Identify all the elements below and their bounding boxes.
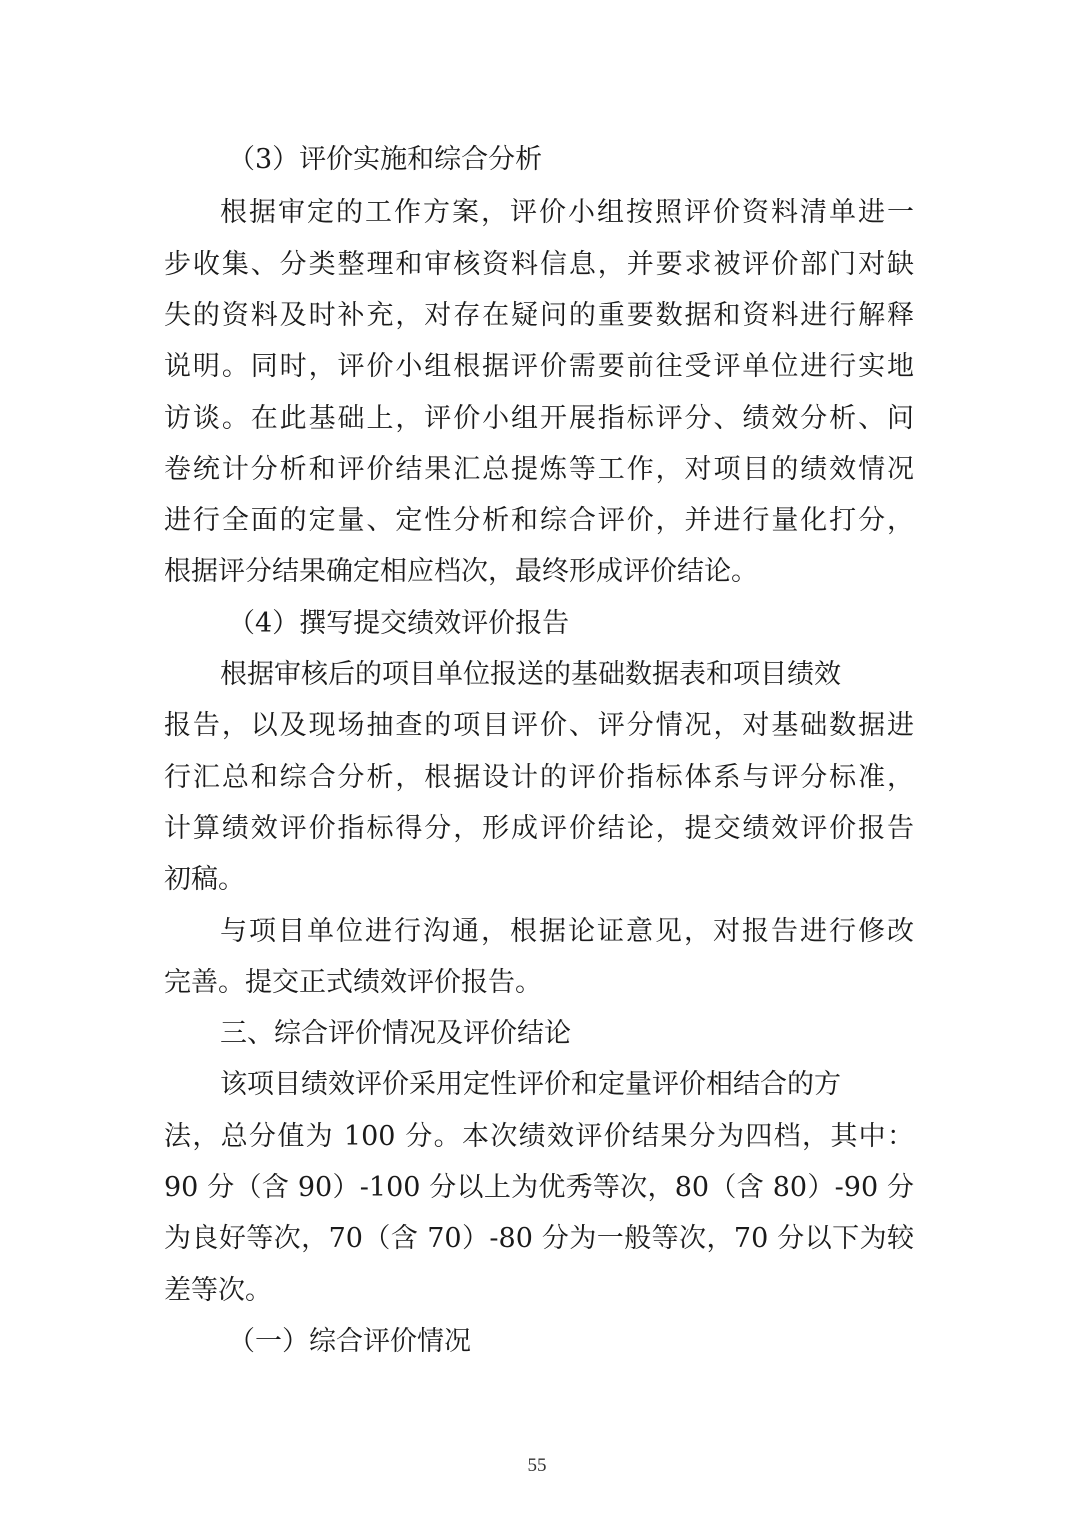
paragraph-line: 失的资料及时补充，对存在疑问的重要数据和资料进行解释 [164, 300, 914, 331]
paragraph-line: 卷统计分析和评价结果汇总提炼等工作，对项目的绩效情况 [164, 454, 914, 485]
heading-overall-evaluation: （一）综合评价情况 [228, 1326, 471, 1357]
paragraph-line: 为良好等次，70（含 70）-80 分为一般等次，70 分以下为较 [164, 1223, 914, 1254]
section-heading-conclusion: 三、综合评价情况及评价结论 [220, 1018, 571, 1049]
paragraph-line: 90 分（含 90）-100 分以上为优秀等次，80（含 80）-90 分 [164, 1172, 914, 1203]
paragraph-line: 该项目绩效评价采用定性评价和定量评价相结合的方 [220, 1069, 841, 1100]
paragraph-line: 与项目单位进行沟通，根据论证意见，对报告进行修改 [220, 916, 914, 947]
page-number: 55 [527, 1455, 547, 1476]
paragraph-line: 根据评分结果确定相应档次，最终形成评价结论。 [164, 556, 758, 587]
paragraph-line: 计算绩效评价指标得分，形成评价结论，提交绩效评价报告 [164, 813, 914, 844]
paragraph-line: 根据审定的工作方案，评价小组按照评价资料清单进一 [220, 197, 914, 228]
paragraph-line: 访谈。在此基础上，评价小组开展指标评分、绩效分析、问 [164, 403, 914, 434]
paragraph-line: 行汇总和综合分析，根据设计的评价指标体系与评分标准， [164, 762, 914, 793]
paragraph-line: 初稿。 [164, 864, 245, 895]
paragraph-line: 报告，以及现场抽查的项目评价、评分情况，对基础数据进 [164, 710, 914, 741]
heading-report-submission: （4）撰写提交绩效评价报告 [228, 608, 570, 639]
paragraph-line: 差等次。 [164, 1275, 272, 1306]
heading-evaluation-implementation: （3）评价实施和综合分析 [228, 144, 543, 175]
paragraph-line: 法，总分值为 100 分。本次绩效评价结果分为四档，其中： [164, 1121, 914, 1152]
paragraph-line: 根据审核后的项目单位报送的基础数据表和项目绩效 [220, 659, 841, 690]
paragraph-line: 说明。同时，评价小组根据评价需要前往受评单位进行实地 [164, 351, 914, 382]
paragraph-line: 进行全面的定量、定性分析和综合评价，并进行量化打分， [164, 505, 914, 536]
paragraph-line: 步收集、分类整理和审核资料信息，并要求被评价部门对缺 [164, 249, 914, 280]
paragraph-line: 完善。提交正式绩效评价报告。 [164, 967, 542, 998]
